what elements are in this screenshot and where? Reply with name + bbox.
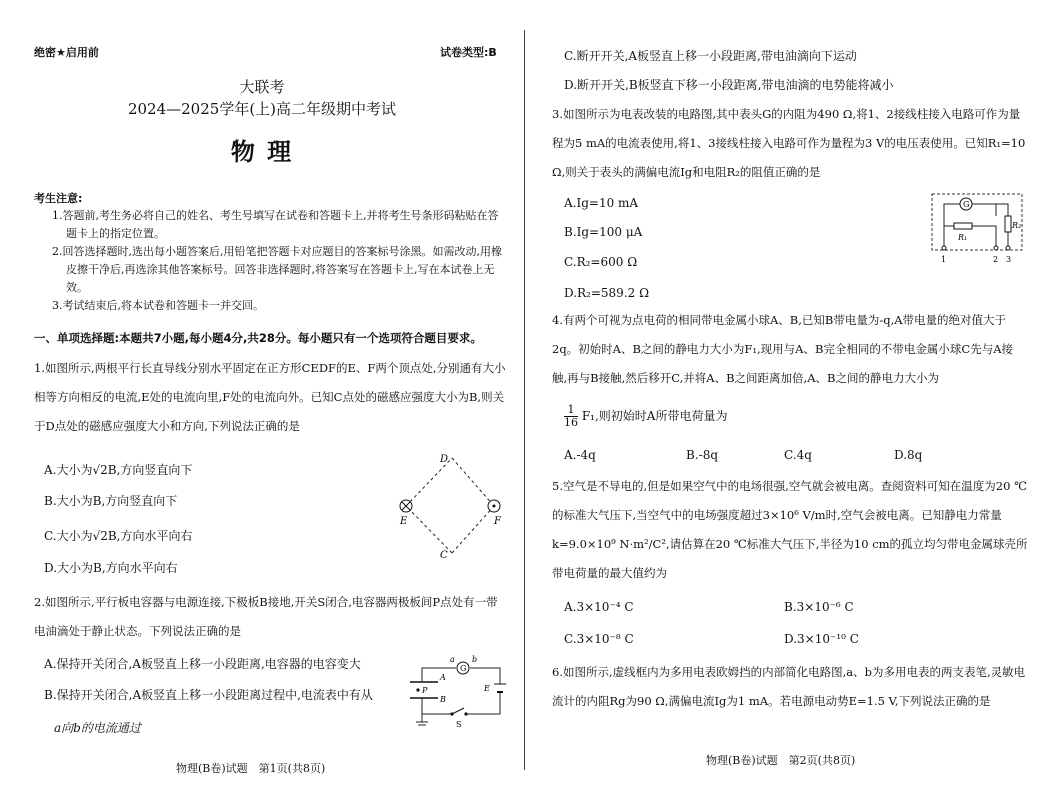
q1-figure — [390, 450, 510, 565]
square-edges — [406, 458, 494, 553]
q2-label-g: G — [460, 664, 467, 673]
q2-label-a-terminal: a — [450, 655, 455, 664]
q2-label-e: E — [484, 684, 490, 693]
q3-label-1: 1 — [941, 255, 947, 264]
notes-title: 考生注意: — [34, 192, 83, 205]
right-footer: 物理(B卷)试题 第2页(共8页) — [706, 754, 856, 767]
q2-circuit-wires — [416, 668, 500, 725]
q2-label-plate-b: B — [440, 695, 446, 704]
galvanometer-icon — [960, 198, 972, 210]
exam-org: 大联考 — [239, 78, 285, 96]
note-item: 2.回答选择题时,选出每小题答案后,用铅笔把答题卡对应题目的答案标号涂黑。如需改动,用橡皮擦干净后,再选涂其他答案标号。回答非选择题时,将答案写在答题卡上,写在本试卷上无效。 — [52, 245, 502, 294]
q2-option-c: C.断开开关,A板竖直上移一小段距离,带电油滴向下运动 — [564, 49, 857, 63]
question-1-stem: 1.如图所示,两根平行长直导线分别水平固定在正方形CEDF的E、F两个顶点处,分别通有大小相等方向相反的电流,E处的电流向里,F处的电流向外。已知C点处的磁感应强度大小为B,则关于D点处的磁感应强度大小和方向,下列说法正确的是 — [34, 361, 506, 433]
label-f: F — [494, 516, 501, 527]
terminal-icons — [942, 246, 1010, 250]
q3-option-d: D.R₂=589.2 Ω — [564, 286, 650, 300]
label-e: E — [400, 516, 408, 527]
q2-label-b-terminal: b — [472, 655, 478, 664]
q4-stem-end: $\frac{1}{16}$ F₁,则初始时A所带电荷量为 — [564, 403, 728, 429]
q2-option-b: B.保持开关闭合,A板竖直上移一小段距离过程中,电流表中有从 — [44, 688, 373, 702]
left-page — [0, 0, 524, 800]
label-c: C — [440, 550, 448, 561]
label-d: D — [440, 454, 449, 465]
q1-option-c: C.大小为√2B,方向水平向右 — [44, 529, 193, 543]
note-item: 3.考试结束后,将本试卷和答题卡一并交回。 — [52, 299, 264, 312]
q2-option-b-cont: a向b的电流通过 — [54, 721, 141, 735]
page-divider — [524, 30, 525, 770]
q1-option-b: B.大小为B,方向竖直向下 — [44, 494, 178, 508]
left-footer: 物理(B卷)试题 第1页(共8页) — [176, 762, 326, 775]
q2-figure — [404, 652, 516, 732]
q5-option-c: C.3×10⁻⁸ C — [564, 632, 634, 646]
q3-label-2: 2 — [993, 255, 999, 264]
q1-option-d: D.大小为B,方向水平向右 — [44, 561, 178, 575]
q3-label-g: G — [963, 200, 970, 209]
q3-label-3: 3 — [1006, 255, 1012, 264]
secret-label: 绝密★启用前 — [34, 46, 99, 59]
q1-option-a: A.大小为√2B,方向竖直向下 — [44, 463, 193, 477]
q4-option-c: C.4q — [784, 448, 812, 462]
notes-list — [52, 207, 502, 315]
q3-option-a: A.Ig=10 mA — [564, 196, 639, 210]
wire-e-into-page-icon — [400, 500, 412, 512]
q4-fraction: $\frac{1}{16}$ — [564, 403, 578, 429]
note-item: 1.答题前,考生务必将自己的姓名、考生号填写在试卷和答题卡上,并将考生号条形码粘贴在答题卡上的指定位置。 — [52, 209, 499, 240]
q4-option-d: D.8q — [894, 448, 923, 462]
q5-option-d: D.3×10⁻¹⁰ C — [784, 632, 859, 646]
point-p — [416, 688, 419, 691]
q5-option-b: B.3×10⁻⁶ C — [784, 600, 854, 614]
question-6-stem: 6.如图所示,虚线框内为多用电表欧姆挡的内部简化电路图,a、b为多用电表的两支表笔,灵敏电流计的内阻Rg为90 Ω,满偏电流Ig为1 mA。若电源电动势E=1.5 V,下列说法正确的是 — [552, 665, 1026, 708]
paper-type-label: 试卷类型:B — [440, 46, 497, 59]
q3-label-r2: R₂ — [1012, 221, 1022, 230]
q3-option-c: C.R₂=600 Ω — [564, 255, 638, 269]
wire-f-out-of-page-icon — [488, 500, 500, 512]
q3-option-b: B.Ig=100 μA — [564, 225, 643, 239]
galvanometer-icon — [457, 662, 469, 674]
q3-figure — [928, 190, 1028, 266]
question-4-stem: 4.有两个可视为点电荷的相同带电金属小球A、B,已知B带电量为-q,A带电量的绝对值大于2q。初始时A、B之间的静电力大小为F₁,现用与A、B完全相同的不带电金属小球C先与A接触,再与B接触,然后移开C,并将A、B之间距离加倍,A、B之间的静电力大小为 — [552, 313, 1014, 385]
resistor-r1 — [954, 223, 972, 229]
exam-title: 2024—2025学年(上)高二年级期中考试 — [127, 100, 397, 118]
resistor-r2 — [1005, 216, 1011, 232]
right-page — [526, 0, 1054, 800]
subject-title: 物 理 — [230, 138, 294, 166]
q3-label-r1: R₁ — [958, 233, 968, 242]
q2-option-a: A.保持开关闭合,A板竖直上移一小段距离,电容器的电容变大 — [44, 657, 361, 671]
question-5-stem: 5.空气是不导电的,但是如果空气中的电场很强,空气就会被电离。查阅资料可知在温度为20 ℃的标准大气压下,当空气中的电场强度超过3×10⁶ V/m时,空气会被电离。已知静电力常量k=9.0×10⁹ N·m²/C²,请估算在20 ℃标准大气压下,半径为10 cm的孤立均匀带电金属球壳所带电荷量的最大值约为 — [552, 479, 1028, 580]
q5-option-a: A.3×10⁻⁴ C — [564, 600, 634, 614]
section-title: 一、单项选择题:本题共7小题,每小题4分,共28分。每小题只有一个选项符合题目要求。 — [34, 331, 482, 345]
question-3-stem: 3.如图所示为电表改装的电路图,其中表头G的内阻为490 Ω,将1、2接线柱接入电路可作为量程为5 mA的电流表使用,将1、3接线柱接入电路可作为量程为3 V的电压表使用。已知R₁=10 Ω,则关于表头的满偏电流Ig和电阻R₂的阻值正确的是 — [552, 107, 1026, 179]
switch-icon — [450, 708, 467, 716]
q2-label-s: S — [456, 720, 462, 729]
question-2-stem: 2.如图所示,平行板电容器与电源连接,下极板B接地,开关S闭合,电容器两极板间P点处有一带电油滴处于静止状态。下列说法正确的是 — [34, 595, 498, 638]
q4-option-b: B.-8q — [686, 448, 719, 462]
q4-option-a: A.-4q — [564, 448, 596, 462]
battery-icon — [494, 684, 506, 692]
q2-label-p: P — [422, 686, 428, 695]
q2-option-d: D.断开开关,B板竖直下移一小段距离,带电油滴的电势能将减小 — [564, 78, 894, 92]
q2-label-plate-a: A — [440, 673, 446, 682]
